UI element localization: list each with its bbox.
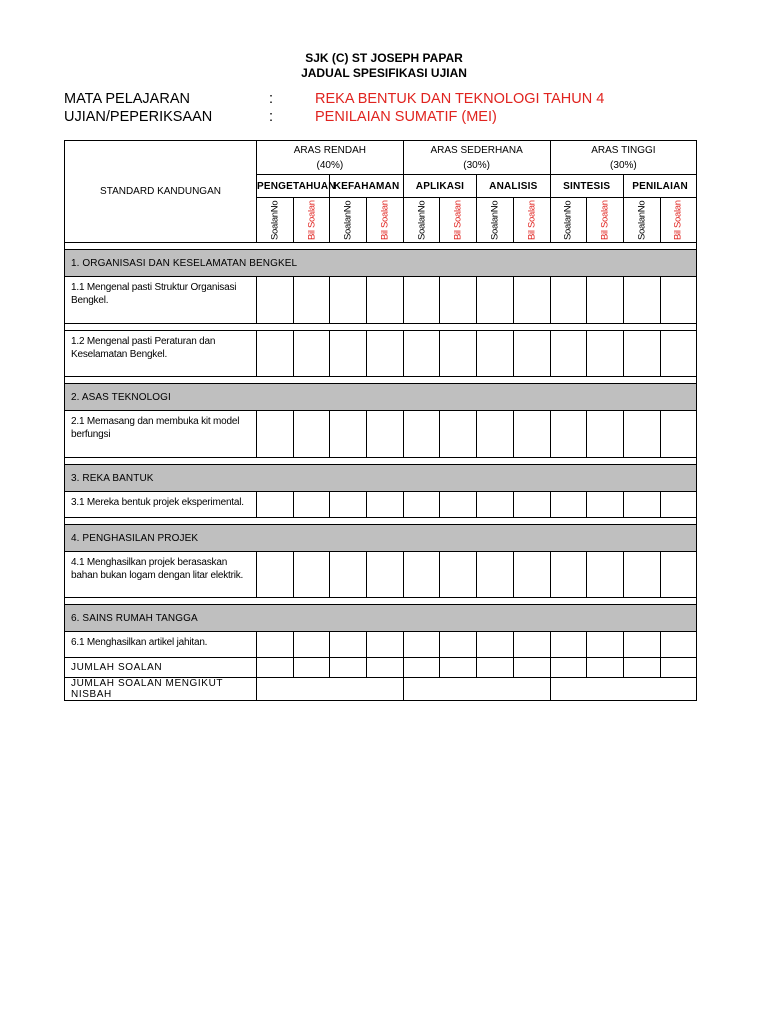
question-cell bbox=[440, 632, 477, 658]
question-cell bbox=[550, 632, 587, 658]
bil-soalan-header bbox=[660, 198, 697, 243]
question-cell bbox=[257, 632, 294, 658]
standard-item: 1.2 Mengenal pasti Peraturan dan Keselamatan Bengkel. bbox=[65, 331, 257, 377]
subject-label: MATA PELAJARAN bbox=[64, 91, 190, 107]
sublevel-sintesis: SINTESIS bbox=[550, 175, 623, 198]
question-cell bbox=[477, 277, 514, 324]
section-title: 1. ORGANISASI DAN KESELAMATAN BENGKEL bbox=[65, 250, 697, 277]
sublevel-pengetahuan: PENGETAHUAN bbox=[257, 175, 330, 198]
question-cell bbox=[477, 331, 514, 377]
question-cell bbox=[293, 331, 330, 377]
level-percent: (30%) bbox=[610, 159, 637, 171]
total-cell bbox=[550, 658, 587, 678]
column-label: SoalanNo bbox=[342, 200, 354, 240]
column-label: Bil Soalan bbox=[672, 200, 684, 240]
column-label: Bil Soalan bbox=[306, 200, 318, 240]
ratio-cell-rendah bbox=[257, 678, 404, 701]
total-cell bbox=[293, 658, 330, 678]
column-label: Bil Soalan bbox=[452, 200, 464, 240]
question-cell bbox=[330, 552, 367, 598]
soalan-no-header bbox=[623, 198, 660, 243]
standard-item: 6.1 Menghasilkan artikel jahitan. bbox=[65, 632, 257, 658]
level-percent: (40%) bbox=[316, 159, 344, 171]
spacer-row bbox=[65, 377, 697, 384]
total-cell bbox=[403, 658, 440, 678]
soalan-no-header bbox=[477, 198, 514, 243]
section-title: 4. PENGHASILAN PROJEK bbox=[65, 525, 697, 552]
total-cell bbox=[477, 658, 514, 678]
question-cell bbox=[257, 331, 294, 377]
standard-item: 2.1 Memasang dan membuka kit model berfungsi bbox=[65, 411, 257, 458]
question-cell bbox=[330, 277, 367, 324]
question-cell bbox=[257, 277, 294, 324]
question-cell bbox=[587, 632, 624, 658]
total-cell bbox=[513, 658, 550, 678]
question-cell bbox=[440, 411, 477, 458]
question-cell bbox=[477, 632, 514, 658]
question-cell bbox=[513, 411, 550, 458]
total-cell bbox=[623, 658, 660, 678]
standard-item: 1.1 Mengenal pasti Struktur Organisasi Bengkel. bbox=[65, 277, 257, 324]
column-label: SoalanNo bbox=[489, 200, 501, 240]
question-cell bbox=[587, 331, 624, 377]
question-cell bbox=[623, 492, 660, 518]
spacer-row bbox=[65, 518, 697, 525]
column-label: Bil Soalan bbox=[599, 200, 611, 240]
section-title: 3. REKA BANTUK bbox=[65, 465, 697, 492]
question-cell bbox=[587, 411, 624, 458]
exam-colon: : bbox=[269, 109, 274, 125]
total-questions-label: JUMLAH SOALAN bbox=[65, 658, 257, 678]
spacer-row bbox=[65, 324, 697, 331]
question-cell bbox=[403, 552, 440, 598]
column-label: Bil Soalan bbox=[526, 200, 538, 240]
question-cell bbox=[660, 331, 697, 377]
question-cell bbox=[367, 331, 404, 377]
bil-soalan-header bbox=[440, 198, 477, 243]
question-cell bbox=[660, 411, 697, 458]
section-title: 2. ASAS TEKNOLOGI bbox=[65, 384, 697, 411]
question-cell bbox=[403, 632, 440, 658]
specification-table bbox=[64, 140, 697, 701]
soalan-no-header bbox=[403, 198, 440, 243]
question-cell bbox=[330, 411, 367, 458]
question-cell bbox=[367, 552, 404, 598]
question-cell bbox=[550, 331, 587, 377]
sublevel-kefahaman: KEFAHAMAN bbox=[330, 175, 403, 198]
question-cell bbox=[330, 632, 367, 658]
question-cell bbox=[660, 277, 697, 324]
total-cell bbox=[660, 658, 697, 678]
table-row bbox=[65, 552, 697, 598]
bil-soalan-header bbox=[513, 198, 550, 243]
question-cell bbox=[330, 331, 367, 377]
question-cell bbox=[513, 277, 550, 324]
question-cell bbox=[660, 632, 697, 658]
level-percent: (30%) bbox=[463, 159, 490, 171]
spacer-row bbox=[65, 243, 697, 250]
section-title: 6. SAINS RUMAH TANGGA bbox=[65, 605, 697, 632]
question-cell bbox=[293, 411, 330, 458]
sublevel-analisis: ANALISIS bbox=[477, 175, 550, 198]
question-cell bbox=[403, 492, 440, 518]
question-cell bbox=[367, 492, 404, 518]
question-cell bbox=[367, 632, 404, 658]
bil-soalan-header bbox=[367, 198, 404, 243]
exam-label: UJIAN/PEPERIKSAAN bbox=[64, 109, 213, 125]
ratio-cell-sederhana bbox=[403, 678, 550, 701]
question-cell bbox=[293, 492, 330, 518]
question-cell bbox=[513, 492, 550, 518]
column-label: Bil Soalan bbox=[379, 200, 391, 240]
level-header-sederhana bbox=[403, 141, 550, 175]
bil-soalan-header bbox=[293, 198, 330, 243]
column-label: SoalanNo bbox=[269, 200, 281, 240]
question-cell bbox=[623, 411, 660, 458]
table-row bbox=[65, 277, 697, 324]
school-name: SJK (C) ST JOSEPH PAPAR bbox=[305, 51, 463, 65]
question-cell bbox=[660, 492, 697, 518]
level-name: ARAS RENDAH bbox=[293, 144, 366, 156]
question-cell bbox=[587, 277, 624, 324]
ratio-cell-tinggi bbox=[550, 678, 697, 701]
question-cell bbox=[293, 632, 330, 658]
standard-item: 4.1 Menghasilkan projek berasaskan bahan bukan logam dengan litar elektrik. bbox=[65, 552, 257, 598]
question-cell bbox=[403, 411, 440, 458]
exam-value: PENILAIAN SUMATIF (MEI) bbox=[315, 109, 497, 125]
question-cell bbox=[477, 492, 514, 518]
level-name: ARAS SEDERHANA bbox=[430, 144, 523, 156]
standard-kandungan-header: STANDARD KANDUNGAN bbox=[65, 141, 257, 243]
question-cell bbox=[330, 492, 367, 518]
standard-item: 3.1 Mereka bentuk projek eksperimental. bbox=[65, 492, 257, 518]
total-cell bbox=[440, 658, 477, 678]
question-cell bbox=[587, 492, 624, 518]
subject-colon: : bbox=[269, 91, 274, 107]
spacer-row bbox=[65, 458, 697, 465]
question-cell bbox=[513, 632, 550, 658]
bil-soalan-header bbox=[587, 198, 624, 243]
document-title: JADUAL SPESIFIKASI UJIAN bbox=[301, 66, 467, 80]
table-row bbox=[65, 331, 697, 377]
question-cell bbox=[550, 552, 587, 598]
total-cell bbox=[587, 658, 624, 678]
question-cell bbox=[257, 552, 294, 598]
total-cell bbox=[330, 658, 367, 678]
level-name: ARAS TINGGI bbox=[591, 144, 656, 156]
question-cell bbox=[477, 552, 514, 598]
question-cell bbox=[440, 492, 477, 518]
table-row bbox=[65, 492, 697, 518]
question-cell bbox=[550, 411, 587, 458]
question-cell bbox=[440, 331, 477, 377]
table-row bbox=[65, 632, 697, 658]
soalan-no-header bbox=[330, 198, 367, 243]
total-cell bbox=[257, 658, 294, 678]
question-cell bbox=[293, 277, 330, 324]
spacer-row bbox=[65, 598, 697, 605]
question-cell bbox=[623, 277, 660, 324]
table-row bbox=[65, 411, 697, 458]
soalan-no-header bbox=[550, 198, 587, 243]
question-cell bbox=[623, 632, 660, 658]
question-cell bbox=[477, 411, 514, 458]
question-cell bbox=[440, 552, 477, 598]
question-cell bbox=[623, 552, 660, 598]
total-cell bbox=[367, 658, 404, 678]
subject-value: REKA BENTUK DAN TEKNOLOGI TAHUN 4 bbox=[315, 91, 605, 107]
column-label: SoalanNo bbox=[636, 200, 648, 240]
question-cell bbox=[257, 411, 294, 458]
question-cell bbox=[513, 552, 550, 598]
question-cell bbox=[367, 411, 404, 458]
soalan-no-header bbox=[257, 198, 294, 243]
question-cell bbox=[660, 552, 697, 598]
column-label: SoalanNo bbox=[562, 200, 574, 240]
question-cell bbox=[403, 331, 440, 377]
column-label: SoalanNo bbox=[416, 200, 428, 240]
question-cell bbox=[587, 552, 624, 598]
question-cell bbox=[293, 552, 330, 598]
level-header-tinggi bbox=[550, 141, 697, 175]
question-cell bbox=[403, 277, 440, 324]
question-cell bbox=[550, 277, 587, 324]
question-cell bbox=[623, 331, 660, 377]
question-cell bbox=[550, 492, 587, 518]
ratio-questions-label: JUMLAH SOALAN MENGIKUT NISBAH bbox=[65, 678, 257, 701]
question-cell bbox=[367, 277, 404, 324]
question-cell bbox=[257, 492, 294, 518]
level-header-rendah bbox=[257, 141, 404, 175]
sublevel-aplikasi: APLIKASI bbox=[403, 175, 476, 198]
sublevel-penilaian: PENILAIAN bbox=[623, 175, 696, 198]
question-cell bbox=[440, 277, 477, 324]
question-cell bbox=[513, 331, 550, 377]
